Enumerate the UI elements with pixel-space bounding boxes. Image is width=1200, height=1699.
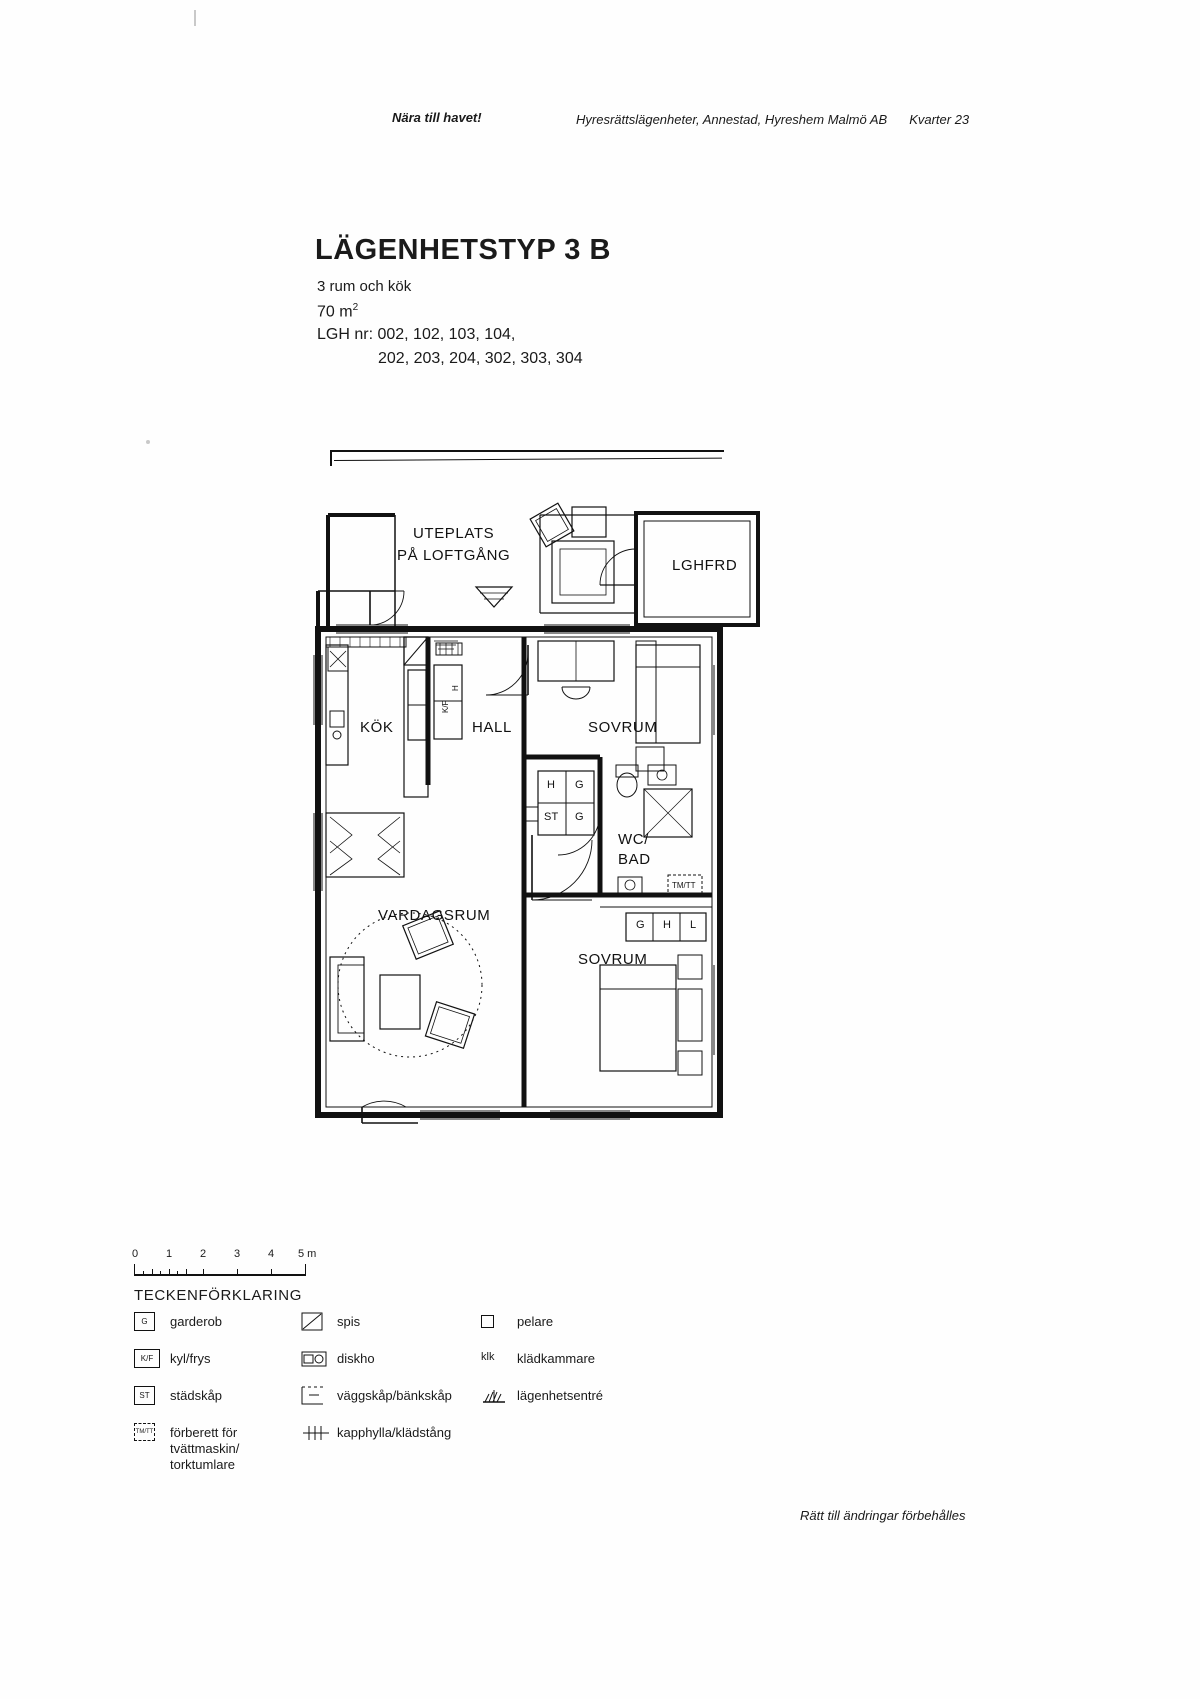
scan-artifact bbox=[194, 10, 196, 26]
box-g-symbol: G bbox=[134, 1312, 155, 1331]
room-label-loftgang: PÅ LOFTGÅNG bbox=[397, 547, 511, 564]
wallcabinet-icon bbox=[301, 1386, 327, 1405]
scale-tick-0: 0 bbox=[132, 1248, 139, 1260]
room-label-kok: KÖK bbox=[360, 719, 394, 736]
room-label-wc-1: WC/ bbox=[618, 831, 649, 848]
hatrack-icon bbox=[301, 1423, 327, 1442]
floor-plan-drawing bbox=[300, 495, 770, 1145]
g-closet-3-label: G bbox=[636, 919, 645, 931]
dashed-box-icon bbox=[134, 1423, 160, 1442]
legend-column-1 bbox=[134, 1312, 304, 1479]
scale-bar bbox=[134, 1248, 334, 1276]
header-company bbox=[576, 112, 969, 127]
footer-note: Rätt till ändringar förbehålles bbox=[800, 1508, 966, 1523]
scale-bar-graphic bbox=[134, 1264, 306, 1276]
legend-column-2 bbox=[301, 1312, 481, 1460]
legend-title: TECKENFÖRKLARING bbox=[134, 1287, 302, 1304]
g-closet-2-label: G bbox=[575, 811, 584, 823]
room-label-lghfrd: LGHFRD bbox=[672, 557, 738, 574]
page-title: LÄGENHETSTYP 3 B bbox=[315, 234, 611, 266]
legend-label-diskho: diskho bbox=[337, 1351, 375, 1366]
legend-label-kapphylla: kapphylla/klädstång bbox=[337, 1425, 452, 1440]
pillar-icon bbox=[481, 1312, 507, 1331]
g-closet-1-label: G bbox=[575, 779, 584, 791]
klk-symbol: klk bbox=[481, 1351, 495, 1363]
lgh-label: LGH nr: bbox=[317, 326, 374, 343]
l-closet-label: L bbox=[690, 919, 697, 931]
legend-label-stadskap: städskåp bbox=[170, 1388, 223, 1403]
tm-tt-label: TM/TT bbox=[672, 881, 696, 890]
lgh-line-1 bbox=[317, 326, 515, 344]
room-label-uteplats: UTEPLATS bbox=[413, 525, 495, 542]
legend-item-spis bbox=[301, 1312, 481, 1349]
h-icon-label: H bbox=[451, 685, 460, 691]
scale-tick-labels bbox=[134, 1248, 334, 1262]
room-label-sovrum-1: SOVRUM bbox=[588, 719, 658, 736]
legend-label-pelare: pelare bbox=[517, 1314, 554, 1329]
box-g-icon bbox=[134, 1312, 160, 1331]
legend-item-vaggskap bbox=[301, 1386, 481, 1423]
scale-tick-2: 2 bbox=[200, 1248, 207, 1260]
legend-item-kapphylla bbox=[301, 1423, 481, 1460]
legend-label-spis: spis bbox=[337, 1314, 361, 1329]
sink-icon bbox=[301, 1349, 327, 1368]
legend-label-tvattmaskin: förberett för tvättmaskin/ torktumlare bbox=[170, 1425, 240, 1472]
scale-tick-3: 3 bbox=[234, 1248, 241, 1260]
scan-artifact bbox=[146, 440, 150, 444]
room-label-vardagsrum: VARDAGSRUM bbox=[378, 907, 491, 924]
legend-item-garderob bbox=[134, 1312, 304, 1349]
legend-item-pelare bbox=[481, 1312, 681, 1349]
scale-tick-4: 4 bbox=[268, 1248, 275, 1260]
scale-tick-5: 5 m bbox=[298, 1248, 317, 1260]
area-text bbox=[317, 302, 358, 321]
entry-icon bbox=[481, 1386, 507, 1405]
legend-label-kylfrys: kyl/frys bbox=[170, 1351, 211, 1366]
legend-label-vaggskap: väggskåp/bänkskåp bbox=[337, 1388, 452, 1403]
balcony-rail bbox=[330, 450, 724, 466]
box-kf-icon bbox=[134, 1349, 160, 1368]
box-st-icon bbox=[134, 1386, 160, 1405]
area-unit: 2 bbox=[352, 302, 359, 313]
room-label-wc-2: BAD bbox=[618, 851, 651, 868]
box-st-symbol: ST bbox=[134, 1386, 155, 1405]
h-closet-label: H bbox=[547, 779, 556, 791]
scale-tick-1: 1 bbox=[166, 1248, 173, 1260]
legend-label-lagenhetsentre: lägenhetsentré bbox=[517, 1388, 604, 1403]
pillar-shape bbox=[481, 1315, 494, 1328]
legend-item-diskho bbox=[301, 1349, 481, 1386]
area-value: 70 m bbox=[317, 303, 353, 321]
legend-label-garderob: garderob bbox=[170, 1314, 223, 1329]
legend-column-3 bbox=[481, 1312, 681, 1423]
rooms-text: 3 rum och kök bbox=[317, 278, 412, 295]
lgh-numbers-1: 002, 102, 103, 104, bbox=[377, 326, 516, 343]
h-closet-2-label: H bbox=[663, 919, 672, 931]
room-label-sovrum-2: SOVRUM bbox=[578, 951, 648, 968]
legend-item-stadskap bbox=[134, 1386, 304, 1423]
legend-item-kylfrys bbox=[134, 1349, 304, 1386]
lgh-numbers-2: 202, 203, 204, 302, 303, 304 bbox=[378, 350, 583, 367]
legend-label-kladkammare: klädkammare bbox=[517, 1351, 596, 1366]
klk-text-icon bbox=[481, 1349, 507, 1368]
legend-item-tvattmaskin bbox=[134, 1423, 304, 1479]
stove-icon bbox=[301, 1312, 327, 1331]
header-company-text: Hyresrättslägenheter, Annestad, Hyreshem Malmö AB bbox=[576, 112, 888, 127]
header-quarter: Kvarter 23 bbox=[909, 112, 970, 127]
dashed-box-symbol: TM/TT bbox=[134, 1423, 155, 1441]
legend-item-kladkammare bbox=[481, 1349, 681, 1386]
header-slogan: Nära till havet! bbox=[392, 110, 482, 125]
kf-icon-label: K/F bbox=[441, 700, 450, 713]
room-label-hall: HALL bbox=[472, 719, 512, 736]
legend-item-lagenhetsentre bbox=[481, 1386, 681, 1423]
st-closet-label: ST bbox=[544, 811, 559, 823]
box-kf-symbol: K/F bbox=[134, 1349, 160, 1368]
